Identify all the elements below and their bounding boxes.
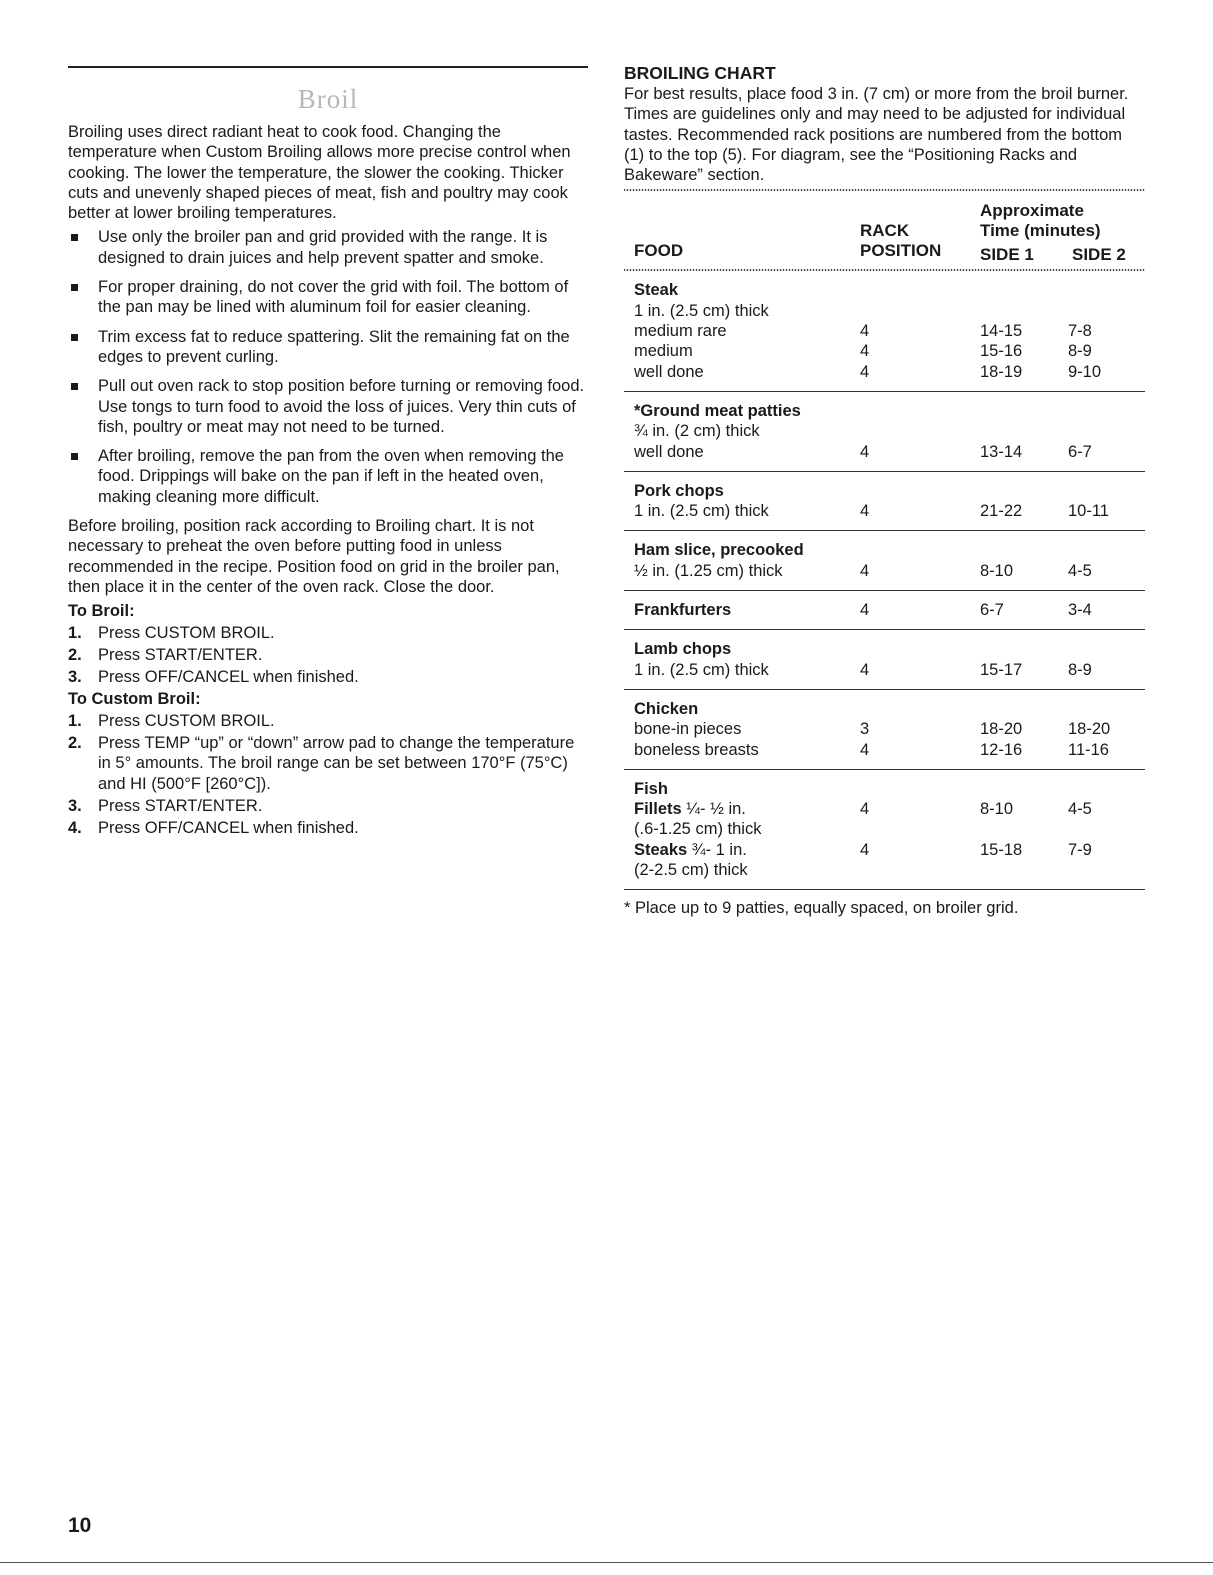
custom-broil-step xyxy=(68,711,588,731)
step-text: Press START/ENTER. xyxy=(98,645,263,664)
step-number: 3. xyxy=(68,668,82,687)
side-2-time-cell: 18-20 xyxy=(1068,720,1111,739)
header-top-rule xyxy=(624,189,1145,191)
food-cell: Frankfurters xyxy=(634,601,732,620)
side-1-time-cell: 18-19 xyxy=(980,362,1023,381)
rack-position-cell: 4 xyxy=(860,342,870,361)
table-row xyxy=(624,442,1145,462)
custom-broil-step xyxy=(68,796,588,816)
step-number: 2. xyxy=(68,645,82,664)
side-2-time-cell: 10-11 xyxy=(1068,502,1109,521)
table-row xyxy=(624,840,1145,860)
food-group xyxy=(624,472,1145,532)
food-cell: 1 in. (2.5 cm) thick xyxy=(634,502,769,521)
table-row xyxy=(624,860,1145,880)
step-text: Press OFF/CANCEL when finished. xyxy=(98,668,359,687)
header-time: Time (minutes) xyxy=(980,221,1101,241)
table-row xyxy=(624,819,1145,839)
food-group xyxy=(624,690,1145,770)
side-1-time-cell: 15-18 xyxy=(980,840,1023,859)
before-broiling-paragraph: Before broiling, position rack according to Broiling chart. It is not necessary to preheat the oven before putting food in unless recommended in the recipe. Position food on grid in the broiler pan, then place it in the center of the oven rack. Close the door. xyxy=(68,517,560,596)
step-text: Press TEMP “up” or “down” arrow pad to change the temperature in 5° amounts. The broil range can be set between 170°F (75°C) and HI (500°F [260°C]). xyxy=(98,734,575,793)
food-cell: well done xyxy=(634,442,704,461)
broil-tip-item xyxy=(68,227,588,268)
side-2-time-cell: 8-9 xyxy=(1068,660,1092,679)
broiling-chart-section xyxy=(624,62,1145,918)
broil-tip-item xyxy=(68,327,588,368)
side-2-time-cell: 9-10 xyxy=(1068,362,1102,381)
table-row xyxy=(624,421,1145,441)
side-2-time-cell: 7-9 xyxy=(1068,840,1092,859)
side-2-time-cell: 3-4 xyxy=(1068,601,1092,620)
broil-tip-item xyxy=(68,277,588,318)
side-1-time-cell: 8-10 xyxy=(980,561,1014,580)
broil-tip-text: Trim excess fat to reduce spattering. Slit the remaining fat on the edges to prevent curling. xyxy=(98,327,570,366)
table-row xyxy=(624,501,1145,521)
side-2-time-cell: 4-5 xyxy=(1068,561,1092,580)
broil-tips-list xyxy=(68,227,588,507)
page-number: 10 xyxy=(68,1514,92,1537)
table-row xyxy=(624,280,1145,300)
chart-title: BROILING CHART xyxy=(624,63,776,83)
step-number: 3. xyxy=(68,796,82,815)
side-1-time-cell: 13-14 xyxy=(980,442,1023,461)
table-row xyxy=(624,740,1145,760)
food-cut-thickness: ¾- 1 in. xyxy=(687,840,747,859)
food-cell: 1 in. (2.5 cm) thick xyxy=(634,660,769,679)
food-cell: Chicken xyxy=(634,699,699,718)
food-cell: (.6-1.25 cm) thick xyxy=(634,820,762,839)
food-cell: 1 in. (2.5 cm) thick xyxy=(634,301,769,320)
broil-section xyxy=(68,66,588,841)
to-broil-step xyxy=(68,667,588,687)
rack-position-cell: 4 xyxy=(860,800,870,819)
food-cell: Pork chops xyxy=(634,481,724,500)
custom-broil-step xyxy=(68,818,588,838)
food-cell: bone-in pieces xyxy=(634,720,742,739)
side-1-time-cell: 15-16 xyxy=(980,342,1023,361)
table-row xyxy=(624,779,1145,799)
table-row xyxy=(624,639,1145,659)
header-food: FOOD xyxy=(634,241,684,261)
food-group xyxy=(624,531,1145,591)
section-top-rule xyxy=(68,66,588,68)
header-approximate: Approximate xyxy=(980,201,1084,221)
side-1-time-cell: 14-15 xyxy=(980,322,1023,341)
side-1-time-cell: 15-17 xyxy=(980,660,1023,679)
table-row xyxy=(624,600,1145,620)
step-text: Press CUSTOM BROIL. xyxy=(98,711,275,730)
header-side-2: SIDE 2 xyxy=(1072,245,1126,265)
rack-position-cell: 4 xyxy=(860,322,870,341)
table-row xyxy=(624,401,1145,421)
broil-tip-text: Use only the broiler pan and grid provided with the range. It is designed to drain juices and help prevent spatter and smoke. xyxy=(98,228,548,267)
broil-tip-item xyxy=(68,376,588,437)
intro-paragraph: Broiling uses direct radiant heat to cook food. Changing the temperature when Custom Broiling allows more precise control when cooking. The lower the temperature, the slower the cooking. Thicker cuts and unevenly shaped pieces of meat, fish and poultry may cook better at lower broiling temperatures. xyxy=(68,123,571,223)
broil-tip-item xyxy=(68,446,588,507)
step-text: Press START/ENTER. xyxy=(98,796,263,815)
to-broil-step xyxy=(68,623,588,643)
table-header xyxy=(624,199,1145,269)
food-cell: boneless breasts xyxy=(634,740,759,759)
table-row xyxy=(624,799,1145,819)
food-cell: medium xyxy=(634,342,693,361)
food-cell xyxy=(634,799,746,819)
food-group xyxy=(624,591,1145,630)
rack-position-cell: 3 xyxy=(860,720,870,739)
square-bullet-icon xyxy=(71,334,78,341)
food-cell: ¾ in. (2 cm) thick xyxy=(634,422,760,441)
side-1-time-cell: 21-22 xyxy=(980,502,1023,521)
food-group xyxy=(624,630,1145,690)
side-1-time-cell: 8-10 xyxy=(980,800,1014,819)
side-2-time-cell: 4-5 xyxy=(1068,800,1092,819)
step-number: 1. xyxy=(68,711,82,730)
food-cell: medium rare xyxy=(634,322,727,341)
rack-position-cell: 4 xyxy=(860,561,870,580)
table-row xyxy=(624,660,1145,680)
side-1-time-cell: 18-20 xyxy=(980,720,1023,739)
table-row xyxy=(624,481,1145,501)
rack-position-cell: 4 xyxy=(860,502,870,521)
food-cell: Steak xyxy=(634,281,679,300)
food-cell: (2-2.5 cm) thick xyxy=(634,861,748,880)
chart-footnote: * Place up to 9 patties, equally spaced, on broiler grid. xyxy=(624,899,1019,918)
custom-broil-heading: To Custom Broil: xyxy=(68,690,201,709)
food-group xyxy=(624,271,1145,391)
food-cell: *Ground meat patties xyxy=(634,401,801,420)
custom-broil-steps xyxy=(68,711,588,839)
to-broil-step xyxy=(68,645,588,665)
square-bullet-icon xyxy=(71,383,78,390)
food-group xyxy=(624,770,1145,890)
food-group xyxy=(624,392,1145,472)
side-2-time-cell: 11-16 xyxy=(1068,740,1109,759)
custom-broil-step xyxy=(68,733,588,794)
rack-position-cell: 4 xyxy=(860,362,870,381)
header-rack: RACK xyxy=(860,221,910,241)
broil-tip-text: After broiling, remove the pan from the oven when removing the food. Drippings will bake on the pan if left in the heated oven, making cleaning more difficult. xyxy=(98,447,564,506)
table-row xyxy=(624,561,1145,581)
side-2-time-cell: 6-7 xyxy=(1068,442,1092,461)
table-row xyxy=(624,341,1145,361)
step-text: Press CUSTOM BROIL. xyxy=(98,623,275,642)
square-bullet-icon xyxy=(71,453,78,460)
broiling-table-body xyxy=(624,271,1145,890)
chart-intro: For best results, place food 3 in. (7 cm) or more from the broil burner. Times are guidelines only and may need to be adjusted for individual tastes. Recommended rack positions are numbered from the bottom (1) to the top (5). For diagram, see the “Positioning Racks and Bakeware” section. xyxy=(624,85,1129,185)
broil-tip-text: For proper draining, do not cover the grid with foil. The bottom of the pan may be lined with aluminum foil for easier cleaning. xyxy=(98,278,569,317)
table-row xyxy=(624,719,1145,739)
food-cell: Ham slice, precooked xyxy=(634,541,804,560)
section-title: Broil xyxy=(297,84,359,114)
food-cell: Fish xyxy=(634,779,668,798)
food-cell: ½ in. (1.25 cm) thick xyxy=(634,561,783,580)
rack-position-cell: 4 xyxy=(860,840,870,859)
food-cell: Lamb chops xyxy=(634,640,732,659)
table-row xyxy=(624,321,1145,341)
broil-tip-text: Pull out oven rack to stop position before turning or removing food. Use tongs to turn food to avoid the loss of juices. Very thin cuts of fish, poultry or meat may not need to be turned. xyxy=(98,377,585,436)
table-row xyxy=(624,362,1145,382)
step-number: 2. xyxy=(68,734,82,753)
to-broil-heading: To Broil: xyxy=(68,602,135,621)
food-cell: well done xyxy=(634,362,704,381)
food-cut-thickness: ¼- ½ in. xyxy=(681,800,746,819)
food-cut-label: Steaks xyxy=(634,840,688,859)
table-row xyxy=(624,540,1145,560)
to-broil-steps xyxy=(68,623,588,688)
rack-position-cell: 4 xyxy=(860,740,870,759)
side-1-time-cell: 12-16 xyxy=(980,740,1023,759)
food-cut-label: Fillets xyxy=(634,800,682,819)
table-row xyxy=(624,301,1145,321)
header-position: POSITION xyxy=(860,241,942,261)
step-text: Press OFF/CANCEL when finished. xyxy=(98,819,359,838)
step-number: 1. xyxy=(68,623,82,642)
square-bullet-icon xyxy=(71,234,78,241)
table-row xyxy=(624,699,1145,719)
food-cell xyxy=(634,840,747,860)
rack-position-cell: 4 xyxy=(860,601,870,620)
rack-position-cell: 4 xyxy=(860,660,870,679)
side-2-time-cell: 8-9 xyxy=(1068,342,1092,361)
step-number: 4. xyxy=(68,819,82,838)
side-2-time-cell: 7-8 xyxy=(1068,322,1092,341)
rack-position-cell: 4 xyxy=(860,442,870,461)
page-bottom-rule xyxy=(0,1562,1213,1563)
header-side-1: SIDE 1 xyxy=(980,245,1034,265)
side-1-time-cell: 6-7 xyxy=(980,601,1004,620)
square-bullet-icon xyxy=(71,284,78,291)
